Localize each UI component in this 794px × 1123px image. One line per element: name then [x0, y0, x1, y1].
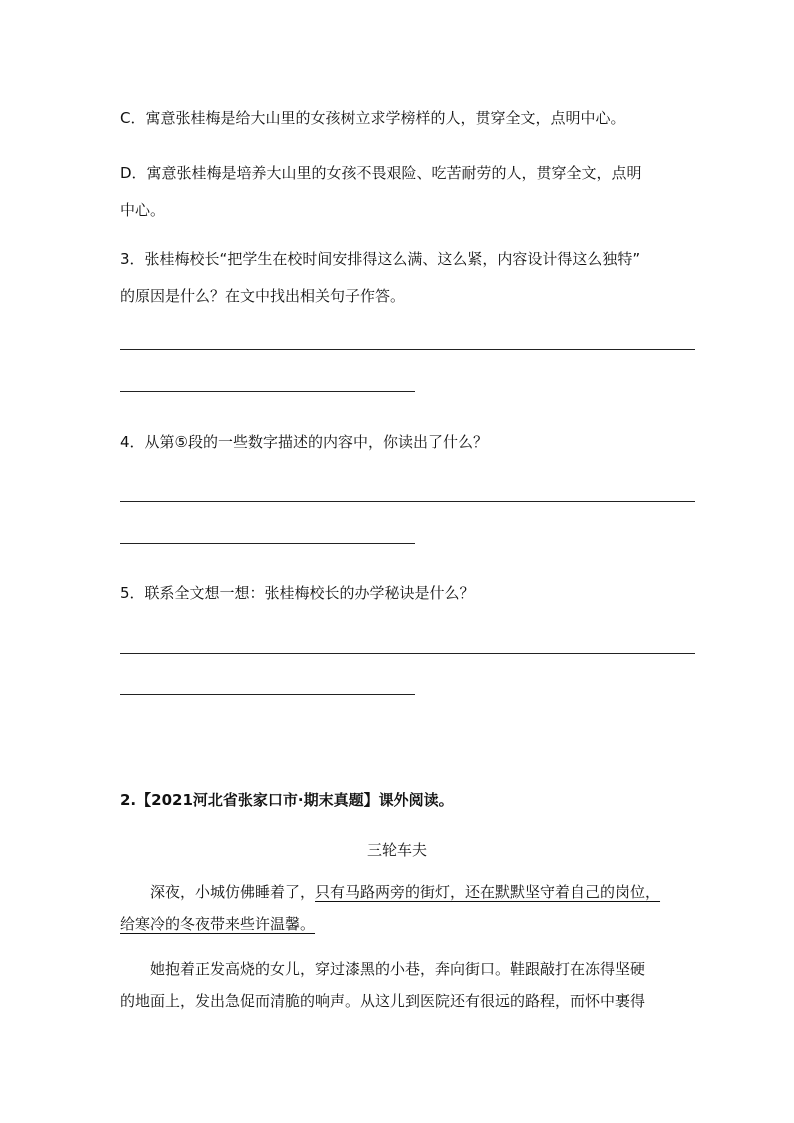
- question-3-line2: 的原因是什么？在文中找出相关句子作答。: [120, 287, 406, 305]
- passage-paragraph-2-line2: 的地面上，发出急促而清脆的响声。从这儿到医院还有很远的路程，而怀中裹得: [120, 992, 646, 1010]
- answer-line: [120, 391, 415, 392]
- section-heading: 2.【2021河北省张家口市·期末真题】课外阅读。: [120, 791, 454, 809]
- passage-paragraph-2-line1: 她抱着正发高烧的女儿，穿过漆黑的小巷，奔向街口。鞋跟敲打在冻得坚硬: [150, 960, 646, 978]
- question-5: 5．联系全文想一想：张桂梅校长的办学秘诀是什么？: [120, 584, 475, 602]
- passage-title: 三轮车夫: [366, 841, 427, 859]
- answer-line: [120, 694, 415, 695]
- passage-text: 深夜，小城仿佛睡着了，: [150, 883, 316, 901]
- option-c: C．寓意张桂梅是给大山里的女孩树立求学榜样的人，贯穿全文，点明中心。: [120, 109, 626, 127]
- option-d-line2: 中心。: [120, 201, 166, 219]
- answer-line: [120, 501, 695, 502]
- answer-line: [120, 349, 695, 350]
- underlined-sentence: 只有马路两旁的街灯，还在默默坚守着自己的岗位，: [315, 883, 661, 901]
- passage-paragraph-1-line2: 给寒冷的冬夜带来些许温馨。: [120, 915, 316, 933]
- answer-line: [120, 543, 415, 544]
- answer-line: [120, 653, 695, 654]
- passage-paragraph-1-line1: [150, 882, 660, 902]
- option-d-line1: D．寓意张桂梅是培养大山里的女孩不畏艰险、吃苦耐劳的人，贯穿全文，点明: [120, 164, 642, 182]
- question-4: 4．从第⑤段的一些数字描述的内容中，你读出了什么？: [120, 433, 488, 451]
- question-3-line1: 3．张桂梅校长“把学生在校时间安排得这么满、这么紧，内容设计得这么独特”: [120, 250, 641, 268]
